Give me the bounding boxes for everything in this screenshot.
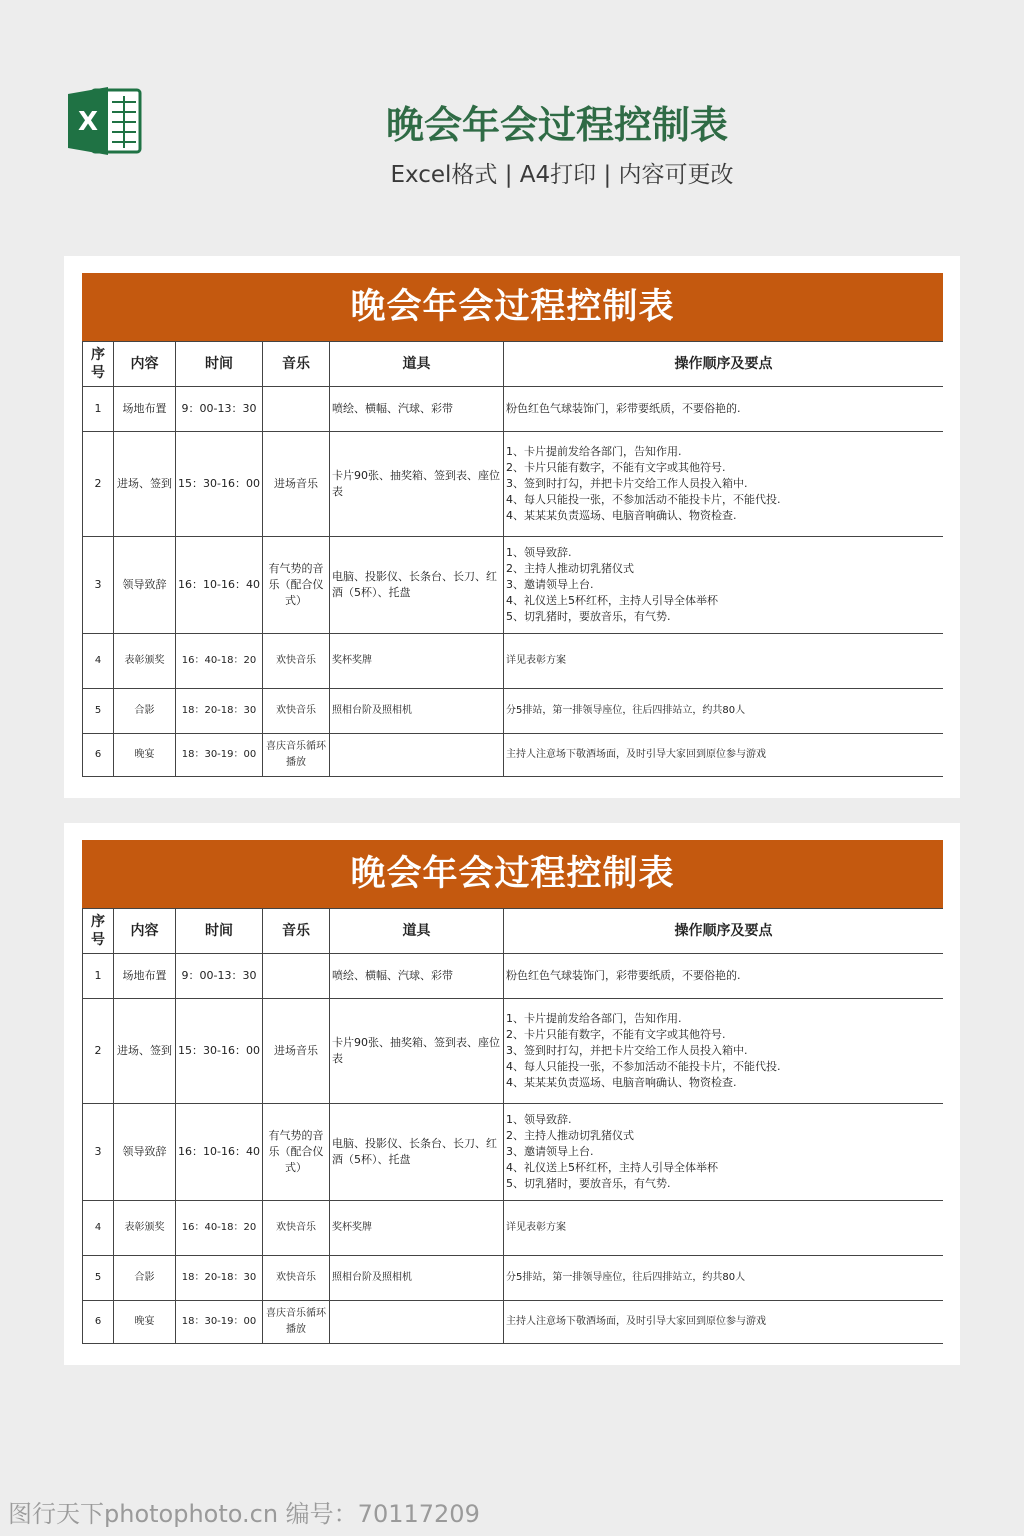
cell-music [263,387,330,432]
cell-content: 场地布置 [114,387,176,432]
cell-content: 晚宴 [114,734,176,777]
cell-steps: 1、卡片提前发给各部门，告知作用. 2、卡片只能有数字，不能有文字或其他符号. 3、签到时打勾，并把卡片交给工作人员投入箱中. 4、每人只能投一张，不参加活动不能投卡片，不能代投. 4、某某某负责巡场、电脑音响确认、物资检查. [504,432,944,537]
col-header-content: 内容 [114,909,176,954]
cell-time: 18：30-19：00 [176,1301,263,1344]
cell-steps: 详见表彰方案 [504,1201,944,1256]
cell-time: 16：10-16：40 [176,1104,263,1201]
cell-no: 5 [83,1256,114,1301]
sheet-title: 晚会年会过程控制表 [82,273,943,341]
cell-no: 2 [83,999,114,1104]
cell-time: 18：30-19：00 [176,734,263,777]
cell-time: 18：20-18：30 [176,1256,263,1301]
cell-time: 9：00-13：30 [176,387,263,432]
cell-props: 喷绘、横幅、汽球、彩带 [330,954,504,999]
cell-props: 照相台阶及照相机 [330,1256,504,1301]
cell-props: 电脑、投影仪、长条台、长刀、红酒（5杯）、托盘 [330,537,504,634]
cell-no: 1 [83,387,114,432]
cell-steps: 分5排站，第一排领导座位，往后四排站立，约共80人 [504,1256,944,1301]
control-table [82,908,943,1344]
cell-music: 进场音乐 [263,432,330,537]
cell-steps: 1、卡片提前发给各部门，告知作用. 2、卡片只能有数字，不能有文字或其他符号. 3、签到时打勾，并把卡片交给工作人员投入箱中. 4、每人只能投一张，不参加活动不能投卡片，不能代投. 4、某某某负责巡场、电脑音响确认、物资检查. [504,999,944,1104]
col-header-steps: 操作顺序及要点 [504,909,944,954]
cell-music: 喜庆音乐循环播放 [263,1301,330,1344]
cell-steps: 分5排站，第一排领导座位，往后四排站立，约共80人 [504,689,944,734]
cell-content: 表彰颁奖 [114,1201,176,1256]
cell-time: 15：30-16：00 [176,999,263,1104]
col-header-time: 时间 [176,342,263,387]
col-header-music: 音乐 [263,342,330,387]
col-header-content: 内容 [114,342,176,387]
sheet-preview-1 [64,256,960,798]
cell-content: 场地布置 [114,954,176,999]
cell-content: 领导致辞 [114,1104,176,1201]
cell-no: 1 [83,954,114,999]
col-header-music: 音乐 [263,909,330,954]
cell-time: 16：40-18：20 [176,1201,263,1256]
cell-music: 进场音乐 [263,999,330,1104]
cell-props: 喷绘、横幅、汽球、彩带 [330,387,504,432]
cell-time: 16：40-18：20 [176,634,263,689]
cell-music: 欢快音乐 [263,1201,330,1256]
cell-time: 9：00-13：30 [176,954,263,999]
svg-text:X: X [77,107,99,137]
cell-no: 6 [83,734,114,777]
cell-no: 3 [83,537,114,634]
cell-content: 合影 [114,1256,176,1301]
cell-music: 有气势的音乐（配合仪式） [263,1104,330,1201]
table-row [83,432,944,537]
page-title: 晚会年会过程控制表 [385,103,728,147]
cell-steps: 1、领导致辞. 2、主持人推动切乳猪仪式 3、邀请领导上台. 4、礼仪送上5杯红杯，主持人引导全体举杯 5、切乳猪时，要放音乐，有气势. [504,537,944,634]
table-row [83,537,944,634]
col-header-no: 序号 [83,342,114,387]
cell-steps: 主持人注意场下敬酒场面，及时引导大家回到原位参与游戏 [504,1301,944,1344]
table-row [83,999,944,1104]
table-row [83,387,944,432]
cell-music: 欢快音乐 [263,689,330,734]
cell-content: 领导致辞 [114,537,176,634]
cell-time: 18：20-18：30 [176,689,263,734]
cell-no: 4 [83,1201,114,1256]
table-row [83,734,944,777]
watermark: 图行天下photophoto.cn 编号：70117209 [8,1500,480,1528]
cell-steps: 主持人注意场下敬酒场面，及时引导大家回到原位参与游戏 [504,734,944,777]
cell-content: 进场、签到 [114,999,176,1104]
cell-props [330,734,504,777]
cell-time: 16：10-16：40 [176,537,263,634]
cell-props: 奖杯奖牌 [330,1201,504,1256]
table-row [83,1301,944,1344]
cell-content: 进场、签到 [114,432,176,537]
col-header-steps: 操作顺序及要点 [504,342,944,387]
cell-no: 6 [83,1301,114,1344]
cell-props: 卡片90张、抽奖箱、签到表、座位表 [330,999,504,1104]
cell-content: 表彰颁奖 [114,634,176,689]
control-table [82,341,943,777]
col-header-props: 道具 [330,342,504,387]
cell-music: 欢快音乐 [263,1256,330,1301]
cell-music [263,954,330,999]
cell-props [330,1301,504,1344]
cell-steps: 粉色红色气球装饰门，彩带要纸质，不要俗艳的. [504,387,944,432]
cell-no: 4 [83,634,114,689]
cell-props: 照相台阶及照相机 [330,689,504,734]
cell-steps: 详见表彰方案 [504,634,944,689]
table-row [83,1104,944,1201]
cell-no: 2 [83,432,114,537]
table-row [83,954,944,999]
cell-steps: 1、领导致辞. 2、主持人推动切乳猪仪式 3、邀请领导上台. 4、礼仪送上5杯红杯，主持人引导全体举杯 5、切乳猪时，要放音乐，有气势. [504,1104,944,1201]
col-header-props: 道具 [330,909,504,954]
cell-music: 有气势的音乐（配合仪式） [263,537,330,634]
cell-props: 卡片90张、抽奖箱、签到表、座位表 [330,432,504,537]
cell-content: 晚宴 [114,1301,176,1344]
table-row [83,1256,944,1301]
table-row [83,1201,944,1256]
table-row [83,689,944,734]
page-subtitle: Excel格式 | A4打印 | 内容可更改 [390,162,734,188]
cell-props: 奖杯奖牌 [330,634,504,689]
cell-no: 5 [83,689,114,734]
cell-steps: 粉色红色气球装饰门，彩带要纸质，不要俗艳的. [504,954,944,999]
table-row [83,634,944,689]
cell-music: 欢快音乐 [263,634,330,689]
cell-content: 合影 [114,689,176,734]
cell-props: 电脑、投影仪、长条台、长刀、红酒（5杯）、托盘 [330,1104,504,1201]
sheet-preview-2 [64,823,960,1365]
cell-music: 喜庆音乐循环播放 [263,734,330,777]
col-header-no: 序号 [83,909,114,954]
cell-time: 15：30-16：00 [176,432,263,537]
col-header-time: 时间 [176,909,263,954]
sheet-title: 晚会年会过程控制表 [82,840,943,908]
cell-no: 3 [83,1104,114,1201]
